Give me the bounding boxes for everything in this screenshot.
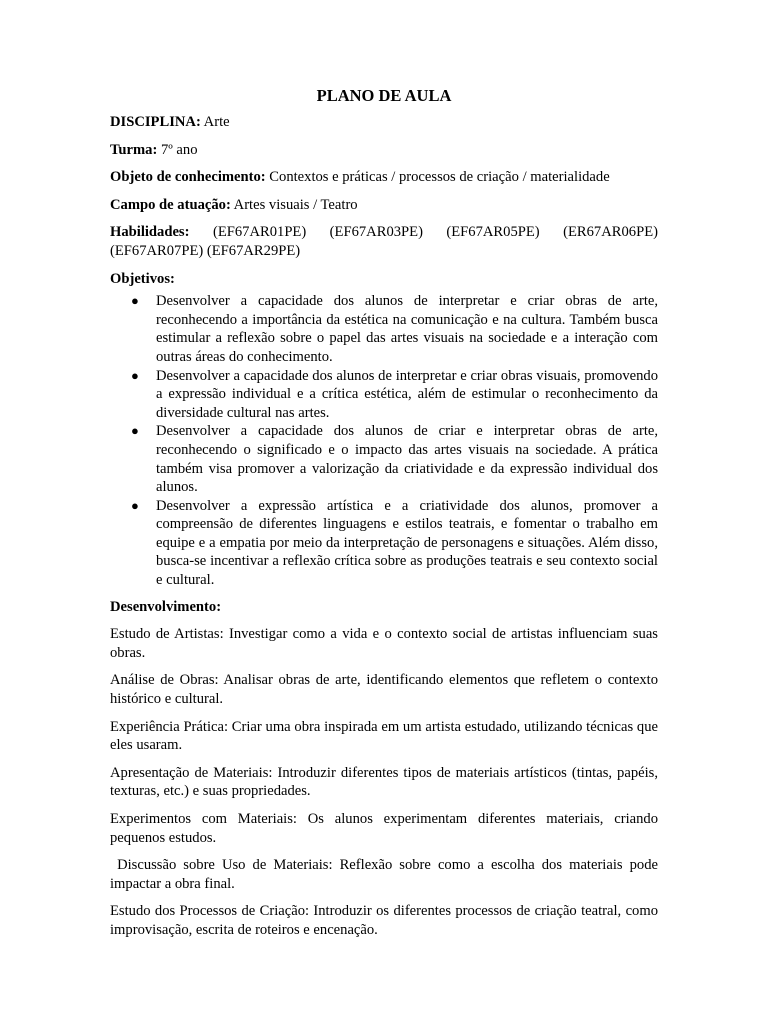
development-paragraph: Discussão sobre Uso de Materiais: Reflexão sobre como a escolha dos materiais pode impactar a obra final. bbox=[110, 857, 662, 892]
field-campo-value: Artes visuais / Teatro bbox=[230, 196, 358, 213]
bullet-icon: ● bbox=[131, 423, 139, 439]
field-turma bbox=[110, 141, 658, 160]
field-turma-label: Turma: bbox=[110, 141, 158, 158]
list-item bbox=[110, 367, 658, 423]
development-paragraph: Experiência Prática: Criar uma obra inspirada em um artista estudado, utilizando técnicas que eles usaram. bbox=[110, 718, 658, 754]
development-heading: Desenvolvimento: bbox=[110, 598, 222, 615]
field-disciplina bbox=[110, 113, 658, 132]
development-paragraph: Experimentos com Materiais: Os alunos experimentam diferentes materiais, criando pequenos estudos. bbox=[110, 811, 658, 846]
objectives-heading: Objetivos: bbox=[110, 270, 175, 287]
objective-text: Desenvolver a capacidade dos alunos de interpretar e criar obras visuais, promovendo a expressão individual e a crítica estética, além de estimular o reconhecimento da diversidade cultural nas artes. bbox=[156, 367, 658, 421]
development-paragraph: Estudo de Artistas: Investigar como a vida e o contexto social de artistas influenciam suas obras. bbox=[110, 626, 658, 661]
development-paragraph: Apresentação de Materiais: Introduzir diferentes tipos de materiais artísticos (tintas, papéis, texturas, etc.) e suas propriedades. bbox=[110, 764, 658, 800]
list-item bbox=[110, 497, 658, 590]
development-paragraph: Estudo dos Processos de Criação: Introduzir os diferentes processos de criação teatral, como improvisação, escrita de roteiros e encenação. bbox=[110, 903, 658, 938]
objectives-list bbox=[110, 292, 658, 590]
development-paragraph: Análise de Obras: Analisar obras de arte, identificando elementos que refletem o contexto histórico e cultural. bbox=[110, 672, 658, 708]
objective-text: Desenvolver a capacidade dos alunos de criar e interpretar obras de arte, reconhecendo o significado e o impacto das artes visuais na sociedade. A prática também visa promover a valorização da criatividade e da expressão individual dos alunos. bbox=[156, 423, 658, 496]
field-habilidades-label: Habilidades: bbox=[110, 224, 190, 241]
document-page bbox=[110, 86, 662, 949]
field-habilidades bbox=[110, 223, 658, 260]
field-objeto-label: Objeto de conhecimento: bbox=[110, 169, 266, 186]
field-disciplina-value: Arte bbox=[200, 114, 230, 130]
list-item bbox=[110, 422, 658, 496]
bullet-icon: ● bbox=[131, 497, 139, 513]
objective-text: Desenvolver a capacidade dos alunos de interpretar e criar obras de arte, reconhecendo a importância da estética na comunicação e na cultura. Também busca estimular a reflexão sobre o papel das artes visuais na sociedade e a interação com outras áreas do conhecimento. bbox=[156, 293, 658, 365]
field-campo-de-atuacao bbox=[110, 196, 658, 215]
bullet-icon: ● bbox=[131, 293, 139, 309]
field-disciplina-label: DISCIPLINA: bbox=[110, 114, 201, 130]
field-habilidades-value: (EF67AR01PE) (EF67AR03PE) (EF67AR05PE) (ER67AR06PE) (EF67AR07PE) (EF67AR29PE) bbox=[110, 224, 658, 259]
document-title: PLANO DE AULA bbox=[316, 86, 452, 105]
field-objeto-value: Contextos e práticas / processos de criação / materialidade bbox=[265, 169, 610, 186]
field-turma-value: 7º ano bbox=[157, 141, 198, 158]
field-objeto-de-conhecimento bbox=[110, 168, 658, 187]
list-item bbox=[110, 292, 658, 366]
objective-text: Desenvolver a expressão artística e a criatividade dos alunos, promover a compreensão de diferentes linguagens e estilos teatrais, e fomentar o trabalho em equipe e a empatia por meio da interpretação de personagens e situações. Além disso, busca-se incentivar a reflexão crítica sobre as produções teatrais e seu contexto social e cultural. bbox=[156, 497, 658, 589]
field-campo-label: Campo de atuação: bbox=[110, 196, 231, 213]
bullet-icon: ● bbox=[131, 367, 139, 383]
